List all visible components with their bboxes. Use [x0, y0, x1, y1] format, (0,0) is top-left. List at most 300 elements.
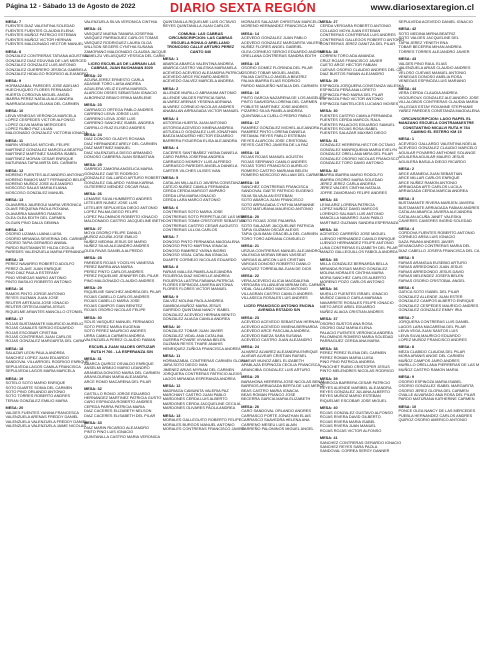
voter-name: DIAZ CABELLO JOSEFA FRANCISCA DEL CA [398, 248, 480, 253]
mesa-block [241, 31, 325, 59]
voter-name: DIAZ CACERES ELISABETH DEL PILAR [84, 413, 156, 418]
mesa-block [398, 86, 480, 114]
mesa-number: MESA: 8 [5, 49, 22, 54]
voter-name: DIAZ MARIN RICARDO ALEJANDRO [84, 425, 150, 430]
mesa-block [241, 375, 325, 402]
voter-name: URZUA CONTRERAS MANUEL ALEJANDRO [241, 248, 321, 253]
voter-name: PIZARRO SILVA PAMELA ANDREA [241, 109, 303, 114]
mesa-block [163, 117, 239, 144]
voter-name: WILLSON SEGERS CYNTHIA SUSANA [84, 45, 154, 50]
voter-name: IBARRA IBARRA MARIO RODOLFO [319, 173, 383, 178]
mesa-number: MESA: 19 [5, 376, 24, 381]
voter-name: PAREDES ROJAS YOCELYN VANESSA [84, 260, 155, 265]
voter-name: ACEVEDO CASTRO JUAN ALEJANDRO [241, 338, 313, 342]
voter-name: CARRASCO PAREDES ANGELA DANIELA [162, 164, 238, 169]
mesa-block [320, 258, 396, 285]
voter-name: SOTO VALDES JACQUELINE DEL [398, 36, 459, 41]
mesa-block [84, 27, 167, 59]
voter-name: REYES ALIENDE MARIBEL ALEJANDRA [319, 385, 392, 390]
voter-name: CONTRERAS JEREZ DANITZA DEL PILAR [319, 42, 396, 47]
mesa-block [84, 256, 160, 283]
voter-name: OLAVE REQUENA PAOLA ROXANA [5, 207, 69, 212]
voter-name: MARDONES CERDA LUIS ALBERTO [162, 397, 228, 402]
voter-name: FUENTES SALAZAR MAXIMO DIEGO [319, 131, 387, 136]
mesa-number: MESA: 10 [398, 404, 417, 409]
voter-name: VALENCIA MORAN BRIAN VASSEAT [241, 253, 307, 258]
voter-name: LAGOS MIRANDA ESPERANZA ANDREA [162, 376, 236, 381]
voter-name: PINO DIAZ PAULA ESTEFANY [5, 271, 60, 276]
mesa-number: MESA: 2 [398, 167, 415, 172]
voter-name: PARDO BUSTAMANTE HILDA CECILIA [5, 245, 75, 250]
mesa-block [84, 192, 164, 224]
voter-name: OSORIO JEREZ GLORIA DEL CARMEN [398, 388, 469, 393]
voter-name: TAPIA JEREZ YENETH ENA [398, 40, 448, 45]
voter-name: HERNANDEZ MARTINEZ PATRICIA GUSTO [84, 395, 162, 400]
voter-name: MARTINEZ MARTINEZ SANDRA ISABEL [5, 152, 78, 157]
mesa-number: MESA: 36 [319, 287, 338, 292]
voter-name: CATALAN ABARCA JAVIERA ALEJANDRA [398, 210, 473, 215]
voter-name: ESPINOZA JORQUERA CONSTANZA VALESKA [319, 83, 404, 88]
voter-name: LEIVA VENEGAS VERONICA MARCELA [5, 113, 77, 118]
mesa-number: MESA: 26 [84, 192, 102, 197]
voter-name: MARTINEZ GUZMAN SANDRA ESPERANZA [319, 220, 399, 225]
voter-name: MUÑOZ CAMILO CARLA MARIANA [319, 296, 383, 301]
mesa-number: MESA: 4 [398, 226, 415, 231]
voter-name: AGUILAR POVARRO ANTHONIE SOLANGE [398, 150, 476, 155]
voter-name: SOTELO SOTO MARIO ENRIQUE [5, 381, 66, 386]
voter-name: MANCILLA NAVARRO JUAN PABLO [319, 216, 384, 221]
voter-name: SOTO ARRIAGADA CYNTHIA MARIANNE [241, 202, 315, 207]
voter-name: SOTO PEREZ MAURICIO ANDRES [84, 329, 146, 334]
voter-name: CERDA CERDA MARGOT AMPARO [162, 189, 226, 194]
voter-name: REUTER ORTEGA MARIA JESUS [5, 305, 65, 310]
voter-name: CATALAN MILLALELO JAVIERA CONSTANZA [162, 180, 243, 185]
voter-name: ASTORGA ACEVEDO XIMENA ANDREA [162, 125, 234, 130]
voter-name: PINTO SAAVEDRA LORENA DEL CARMEN [241, 100, 318, 105]
voter-name: SEPULVEDA LAGOS MARIA MARCELA [5, 369, 76, 374]
voter-name: OSORIO GONZALEZ ISABEL MARGARITA [398, 384, 474, 389]
voter-name: YAÑEZ PAREDES CONSTANZA MAGDALENA [398, 109, 480, 114]
voter-name: QUIROZ OSORIO AMERICO ANTONIO [398, 418, 467, 423]
voter-name: OSORIO GOMEZ FLORINDA DEL PILAR [241, 66, 313, 71]
voter-name: GONZALEZ MANRIQUEMA MARIA EVELYN [319, 147, 397, 152]
voter-name: LUENGO HERNANDEZ CAMILO ENRIQUE [319, 236, 396, 241]
mesa-number: MESA: 8 [162, 265, 179, 270]
mesa-number: MESA: 30 [84, 315, 102, 320]
voter-name: DIAZ DONOSO GLADYS ROXANA [84, 137, 145, 142]
voter-name: NAVARRETE ROSALES FELIPE IGNACIO [319, 300, 394, 305]
voter-name: PEREZ PEREZ ELENA DEL CARMEN [319, 351, 387, 356]
mesa-block [398, 167, 474, 194]
voter-name: GONZALEZ CAMPOS ALBERTO ENRIQUE [398, 299, 475, 304]
voter-name: REYES QUINTANILLA JUAN CARLOS [162, 24, 230, 29]
mesa-number: MESA: 29 [84, 286, 102, 291]
mesa-number: MESA: 28 [84, 256, 102, 261]
voter-name: AGUILERA VELIZ ELVIRA MARISOL [84, 86, 148, 91]
voter-name: POBLETE MARTINEZ JOSE ANDRES [241, 104, 308, 109]
voter-name: MOSCOSO GONZALEZ MANUEL [5, 190, 65, 195]
voter-name: SILVA SILVA ALAN ESTEBAN [241, 193, 293, 198]
voter-name: MORALES CONTRERAS FRANCISCO JAVIER [162, 427, 245, 432]
mesa-block [398, 196, 480, 224]
voter-name: IBARRA OSORIO MARIA SOLEDAD [319, 177, 383, 182]
mesa-block [320, 228, 396, 255]
mesa-number: MESA: 33 [84, 421, 102, 426]
voter-name: ARAYA DURAN MARIA ALEJANDRA [84, 375, 148, 380]
mesa-number: MESA: 15 [241, 61, 260, 66]
mesa-number: MESA: 13 [5, 198, 24, 203]
voter-name: DIAZ HERNANDEZ ARELY DEL CARMEN [84, 141, 158, 146]
voter-name: ACEVEDO GONZALEZ JUAN PABLO [241, 36, 307, 41]
voter-name: CARRENO SANCHEZ ISABEL ANDREA [84, 121, 155, 126]
voter-name: ROJAS GONZALEZ MARGARITA DEL CARM [5, 339, 85, 344]
voter-name: VASQUEZ MUENA TAMARA JOSEFINA [84, 31, 154, 36]
voter-name: GONZALEZ DIAZ EDUVINA DE LAS MERCED [5, 58, 87, 63]
voter-name: CARRENO LEIVA JORGE LUIS [84, 112, 139, 117]
mesa-number: MESA: 30 [319, 109, 338, 114]
voter-name: VIGOUROUX GONZALEZ ALEJANDRO JOSE [398, 95, 479, 100]
voter-name: CORNEJO AREA LUIS IGNACIO [398, 235, 456, 240]
mesa-number: MESA: 9 [398, 375, 415, 380]
voter-name: ARCE ROMO MACARENA DEL PILAR [84, 379, 152, 384]
voter-name: MARTINEZ GONZALEZ MARCELA BEATRIZ [5, 147, 84, 152]
voter-name: OLEA CORNEJO SERGIO EDUARDO ANDRES [241, 49, 325, 54]
voter-name: FARIAS ARREDONDO JESUS DAVID [398, 269, 464, 274]
mesa-number: MESA: 16 [5, 287, 24, 292]
mesa-block [163, 295, 239, 322]
voter-name: CARRASCO SAAVEDRA HELENA ANA [241, 418, 310, 423]
voter-name: QUIROGA BARRERA CESAR PATRICIO [319, 381, 391, 386]
voter-name: ZAMORANO MALDONADO CLAUDIA JACQUE [84, 49, 167, 54]
voter-name: ABARCA CASTRO VALESKA MARIANELA [162, 66, 237, 71]
voter-name: ROJAS CAMPOS GIAN BENITEZ [84, 303, 143, 308]
voter-name: FLORES FLORES VICTOR MANUEL [162, 287, 228, 292]
voter-name: REYES GONZALEZ JULIANA ALBERTO [319, 389, 391, 394]
voter-name: PEREZ OLAVE JUAN ENRIQUE [5, 266, 62, 271]
polling-place-heading: LICEO ESCUELAS DE LARRAIN LAS CABRAS, JUAN BUCHANAN 3020 [88, 61, 156, 71]
voter-name: VASQUEZ TORREALBA JUAN DE DIOS [241, 266, 312, 271]
polling-place-heading: COMUNA: LAS CABRAS CIRCUNSCRIPCION: LAS CABRAS ESCUELA RONULO ARELLANO TRONCOSO CALLE ARTURO PEREZ CANTO 840 [166, 31, 235, 54]
mesa-block [84, 103, 160, 130]
voter-name: MORENO RAMOS MATT FERNANDO BELEN [5, 177, 86, 182]
voter-name: ANSELMI ARMIJO MARIO LEANDRO [84, 366, 150, 371]
voter-name: MARTINEZ MORAN CESAR ENRIQUE [5, 156, 74, 161]
mesa-block [398, 286, 479, 313]
voter-name: JORQUERA CONTRERAS LUIS DANIEL [398, 320, 470, 325]
voter-name: VALENZUELA PEREZ CLAUDIO FABIAN [84, 338, 156, 342]
header-divider [4, 16, 476, 17]
voter-name: MURILLO ORELLANA PIERRERAS DE LAS M [398, 363, 480, 368]
mesa-block [241, 121, 320, 148]
voter-name: GATICA SOTO ISABEL DEL PILAR [398, 290, 460, 295]
voter-name: VIDAL GALLARDO MARCO ANTONIO [241, 287, 308, 292]
mesa-block [163, 146, 239, 173]
voter-name: SOTO ROJAS JOSE PALMIRIA [241, 219, 296, 224]
voter-name: REUTER ARTEAGA JOSE IGNACIO [5, 300, 69, 305]
mesa-block [319, 20, 405, 47]
voter-name: ROJAS BUSTAMANTE MAURICIO AURELIO [5, 321, 84, 326]
mesa-number: MESA: 8 [398, 345, 415, 350]
voter-name: MURILLO FUENTES ISRAEL IGNACIO [319, 291, 388, 296]
voter-name: CRUZ ROJAS FRANCISCO JAVIER [319, 58, 383, 63]
mesa-block [241, 181, 317, 212]
mesa-number: MESA: 7 [162, 235, 179, 240]
voter-name: ACEVEDO GONZALEZ CLAUDIO MARCELO [398, 146, 478, 151]
voter-name: PINTO BASILIO ROBERTO ANTONIO [5, 280, 72, 285]
voter-name: GONZALEZ ACEVEDO HERNAN BENITO [162, 312, 236, 317]
mesa-block [319, 436, 402, 454]
voter-name: LEIVA ARIZ LORENA PATRICIA [319, 202, 375, 207]
mesa-number: MESA: 42 [398, 27, 417, 32]
mesa-number: MESA: 22 [84, 73, 102, 78]
mesa-number: MESA: 25 [241, 375, 260, 380]
newspaper-title: DIARIO SEXTA REGIÓN [170, 1, 316, 15]
mesa-number: MESA: 15 [5, 257, 24, 262]
voter-name: VASQUEZ RODRIGUEZ LAURA OLGA [84, 40, 152, 45]
website-url[interactable]: www.diariosextaregion.cl [370, 2, 474, 12]
voter-name: SOTO PINO ORLANDO ANTONIO [5, 389, 66, 394]
voter-name: FUENTES FUENTES CLAUDIA ELENA [5, 28, 74, 33]
list-column [83, 20, 167, 666]
voter-name: OSORIO BUSTOS ANA ROSA [319, 321, 373, 326]
voter-name: BECERRA GARCIA MARIA ELIZABETH [241, 397, 311, 402]
mesa-number: MESA: 7 [5, 20, 22, 24]
voter-name: CONTRERAS TOMM CRISTOFER SEBASTIAN [162, 219, 246, 224]
voter-name: CORREN TORO ADA AMANDA [319, 54, 375, 59]
voter-name: ROMERO MOSCOSO WILLIAM DEL CARMEN [241, 173, 323, 178]
voter-name: FUENTES CERDA MARCOL RAUL [319, 118, 381, 123]
voter-name: ABARCA QUIROZ OSVALDO ENRIQUE [84, 361, 154, 366]
mesa-block [320, 377, 396, 404]
mesa-number: MESA: 1 [398, 137, 415, 142]
voter-name: FARIAS ARANGUA EUSEBIO ARTURO [398, 260, 467, 265]
voter-name: COLLADO MOYA JUAN ESTEBAN [319, 28, 381, 33]
mesa-number: MESA: 23 [84, 103, 102, 108]
voter-name: DAZA PAVANI ANDRES JAVIER [398, 239, 454, 244]
mesa-block [241, 274, 326, 301]
voter-name: BARRIOS ARRIAGADA BERTA DE LAS MERCE [241, 384, 325, 389]
mesa-number: MESA: 24 [241, 345, 260, 350]
mesa-block [398, 137, 478, 164]
voter-name: SANDOVAL GAETE PATRICIO EUGENIO [241, 189, 314, 194]
mesa-block [162, 413, 245, 432]
voter-name: CERDA VERGARA ROBERTO ANTONIO [319, 24, 392, 29]
mesa-block [241, 215, 317, 242]
mesa-number: MESA: 26 [241, 404, 260, 409]
voter-name: ANABALAN ARRIAGADA VICTOR MANUEL [162, 109, 240, 114]
voter-name: MEZA CLABIDO CLAUDIA DEL PILAR [398, 349, 465, 354]
voter-name: SOTO TORRES ROBERTO ANDRES [5, 394, 71, 399]
voter-name: NUÑEZ SILVA ALEJANDRO ANDRES [84, 244, 150, 249]
voter-name: VALENZUELA VALENZUELA FREDDY DANIEL [5, 419, 88, 424]
mesa-block [5, 49, 89, 77]
voter-name: RAMIREZ GONZALEZ MICHEL ALEJANDRA [241, 125, 320, 130]
voter-name: ACEVEDO ACEVEDO ALEJANDRA PATRICIA [162, 70, 243, 75]
page-number-date: Página 12 - Sábado 13 de Agosto de 2022 [6, 3, 136, 10]
polling-place-heading: LICEO FRANCISCO ANTONIO ENCINA AVENIDA ESTADIO S/N [244, 303, 315, 313]
voter-name: ALVAREZ CORNEJO NICOLAS ANDRES [162, 104, 235, 109]
voter-name: JEREZ VALDES CINTHIA NATALIA [319, 186, 381, 191]
voter-name: GARRIDO ZAMORA ANGELICA MARIA [84, 167, 153, 172]
voter-name: LEIVA VEGA JUAN SANTOS LUIS [398, 329, 458, 334]
voter-name: BAEZA MADUEÑO HECTOR EDUARDO [162, 134, 234, 139]
voter-name: ACUÑA JEREZ ERNESTO CARLA [84, 77, 145, 82]
voter-name: PINOCHET RUBIO CRISTOPER JESUS [319, 364, 390, 369]
mesa-block [6, 258, 82, 285]
voter-name: ABARCA ABARCA VALENTINA ANDREA [162, 61, 234, 66]
mesa-block [84, 286, 160, 313]
voter-name: AGUILERA BASULA DIEGO RICARDO [398, 159, 466, 164]
mesa-block [163, 384, 239, 411]
list-column [4, 20, 89, 666]
voter-name: MORALES BURGOS MANUEL ANTONIO [162, 422, 235, 427]
mesa-number: MESA: 18 [5, 346, 24, 351]
mesa-number: MESA: 21 [241, 244, 260, 249]
voter-name: OSORIO DIAZ MARIA ELENA [319, 326, 372, 331]
mesa-number: MESA: 18 [241, 150, 260, 155]
voter-name: RETAMAL REYES PABLO ESTEBAN [241, 134, 306, 139]
mesa-number: MESA: 19 [241, 180, 260, 185]
mesa-block [320, 406, 396, 433]
voter-name: RIQUELME ARANTES MANCILLO OTONIEL [5, 309, 84, 314]
voter-name: OSORIO TOBAR MIGUEL ANGEL [241, 70, 301, 75]
voter-name: PEREZ ROMAN MARIA LUISA [319, 355, 374, 360]
mesa-number: MESA: 17 [5, 317, 24, 322]
mesa-number: MESA: 44 [398, 86, 417, 91]
voter-name: DONOSO PINTO FERNANDA MAGDALENA [162, 239, 240, 244]
voter-name: MOYA OSORIO FELIPE DANILO [84, 231, 142, 236]
voter-name: CATEJO NUÑEZ CAMILA FERNANDA [162, 184, 230, 189]
voter-name: RAMIREZ PINTO LORENA DANIELA [241, 129, 306, 134]
voter-name: FUENTES PALACIOS EDUARDO SAMUEL [319, 122, 395, 127]
voter-name: PALACIO FUENTES VERONICA ANDREA [319, 330, 394, 335]
voter-name: VALDES FUENTES YANINA FRANCESCA [5, 410, 79, 415]
voter-name: ACEVEDO CARREÑO JOSE MIGUEL [319, 232, 386, 237]
voter-name: GONZALEZ ALLENDE JUAN ESTER [398, 294, 463, 299]
voter-name: OSORIO MIRANDA SEVERINA DEL CARMEN [5, 236, 86, 241]
mesa-block [398, 405, 474, 423]
mesa-number: MESA: 13 [162, 413, 181, 418]
voter-name: ZUMELZU VELASQUEZ YESSICA DEL CARM [84, 54, 165, 59]
voter-name: BUSTAMANTE RIVERA MARIJEN JAVIERA [398, 201, 475, 206]
voter-name: JOFRE ZAMORANO FELIPE ANDRES [319, 190, 387, 195]
voter-name: PONCE OLEA NANCY DE LAS MERCEDES [398, 409, 476, 414]
mesa-block [241, 315, 320, 343]
voter-name: GONZALEZ HIDALGO RODRIGO ALEJANDRO [5, 71, 88, 76]
voter-name: MALDONADO CASTRO JACQUELINE IBETH [84, 219, 164, 224]
voter-name: LUENGO HERNANDEZ FELIPE ANTONIO [319, 241, 394, 246]
voter-name: LEMARIE SILVA HUMBERTO ANDRES [84, 196, 152, 201]
voter-name: CERDA LIRA MARIA IGNACIO [162, 193, 216, 198]
list-column [240, 20, 326, 666]
voter-name: MILLA GONZALEZ BERNARDA BELLA [319, 262, 388, 267]
mesa-block [398, 345, 480, 372]
voter-name: OLEA RIVAS DANIELA ALFREDO [84, 248, 143, 253]
voter-name: SANCHEZ CONTRERAS FRANCISCA [241, 184, 309, 189]
mesa-number: MESA: 20 [241, 214, 260, 219]
voter-name: LETELIER SEPULVEDA DIEGO ANTONIO [84, 205, 158, 210]
voter-name: ALVEAR ALVEAR CRISTIAN RAFAEL [241, 354, 307, 359]
mesa-block [6, 287, 82, 314]
mesa-block [5, 406, 88, 429]
voter-name: VILLASECA ROSALES LUIS ANDRES [241, 296, 308, 301]
polling-place-heading: ESCUELA JUAN VALDES ORTUZAR RUTA H 766 - LA ESPERANZA S/N [88, 345, 155, 354]
voter-name: DIAZ BUSTOS FABIAN ALEJANDRO [319, 71, 385, 76]
voter-name: GONZALEZ ALIAGA CAMILA ANDREA [162, 317, 230, 322]
voter-name: VERA ACEVEDO ALICIA MAGDALENA [241, 278, 310, 283]
voter-name: BEAS ROMAN FRANCO JOSE [241, 392, 296, 397]
voter-name: FARIAS OSORIO CRISTOBAL ANGEL [398, 278, 466, 283]
mesa-number: MESA: 25 [84, 162, 102, 167]
voter-name: CORDOVA FUENTES ROBERTO ANTONIO [398, 231, 475, 236]
voter-name: MUÑOZ ACUÑA JOSE EMILIO [84, 235, 138, 240]
mesa-block [6, 198, 82, 225]
voter-name: ESPINOZA PINO MARIA DEL PILAR [319, 92, 384, 97]
voter-name: PEREZ NAVARRO ROBERTO ADOLFO [5, 262, 75, 267]
mesa-number: MESA: 27 [84, 226, 102, 231]
voter-name: REYES ALARCON JOSE CRISTOBAL [241, 138, 308, 143]
voter-name: CARTER VILCHES ULISES IVAN [162, 168, 221, 173]
mesa-block [241, 20, 321, 29]
voter-name: PINO VENEGAS MARIO ANTONIO [5, 275, 67, 280]
mesa-number: MESA: 28 [319, 49, 338, 54]
mesa-block [320, 169, 396, 196]
voter-name: ARCE MILLAR CARLOS ENRIQUE [398, 176, 460, 181]
voter-name: SOTO MATURANA MAURICIO ANTONIO [241, 207, 313, 212]
voter-name: SANCHEZ REYES SARA PAOLA [319, 444, 378, 449]
mesa-number: MESA: 17 [241, 121, 260, 126]
voter-name: ROJAS RIVERA MARIA ISABEL [319, 419, 376, 424]
mesa-block [5, 109, 88, 136]
voter-name: HUECHUQUEO FLORES FERNANDO [5, 88, 73, 93]
mesa-number: MESA: 12 [162, 384, 181, 389]
voter-name: AGUILERA AGUILAR MAURO JESUS [398, 155, 465, 160]
voter-name: SALAZAR LEON PAULA ANDREA [5, 351, 65, 356]
voter-name: CARRASCO MONROY LUIS ALFREDO [162, 159, 232, 164]
mesa-block [5, 346, 89, 374]
mesa-block [398, 27, 474, 54]
mesa-number: MESA: 40 [319, 406, 338, 411]
mesa-number: MESA: 27 [319, 20, 338, 24]
voter-name: ACEVEDO ACEVEDO SEBASTIAN HERNAN [241, 320, 320, 325]
mesa-number: MESA: 22 [241, 274, 260, 279]
voter-name: JIMENEZ ARIAS MYRIAM DEL CARMEN [162, 367, 235, 372]
voter-name: NUÑEZ FLORES ANGEL GABRIEL [241, 45, 303, 50]
voter-name: FLORES ESPINOZA JAVIERA ANTONIA [162, 283, 233, 288]
mesa-block [84, 387, 160, 418]
voter-name: GONZALEZ GALLARDO ARTURO ROBERTO [84, 176, 164, 181]
voter-name: CUETO ARCE HECTOR FABIAN [319, 63, 377, 68]
voter-name: MORA SANCHEZ CARLOS ALBERTO [319, 275, 387, 280]
mesa-block [6, 79, 82, 106]
voter-name: GONZALEZ TOBAR JUAN JAVIER [162, 329, 223, 334]
voter-name: LOPEZ CESPEDES VICTOR ALFONSO [5, 118, 75, 123]
voter-name: ALVAREZ ARENAS YESENIA ADRIANA [162, 100, 232, 105]
voter-name: ROJAS ROJAS MANUEL AGUSTIN [241, 155, 303, 160]
list-column [318, 20, 405, 666]
voter-name: FUENTES DIAZ VALENTINA SOLEDAD [5, 24, 75, 29]
mesa-number: MESA: 24 [84, 132, 102, 137]
voter-name: CATALAN ACUÑA JANET VALESKA [398, 214, 462, 219]
voter-name: ROJAS CABELLO MARIA JOSE [84, 299, 140, 304]
mesa-block [319, 198, 399, 225]
voter-name: FUENTES CASTRO CAMILA FERNANDA [319, 113, 393, 118]
voter-name: CARRILLO RUIZ ELISEO ANDRES [84, 125, 146, 130]
voter-name: ALLENDE MURILLO ABRAHAM ANTONIO [162, 91, 237, 96]
voter-name: PARDO MADUEÑO NATALIA DEL CARMEN [241, 83, 318, 88]
voter-name: CARRENO LEIVA JOSE LUIS [84, 116, 136, 121]
voter-name: REYES GUZMAN JUAN JOSE [5, 296, 59, 301]
